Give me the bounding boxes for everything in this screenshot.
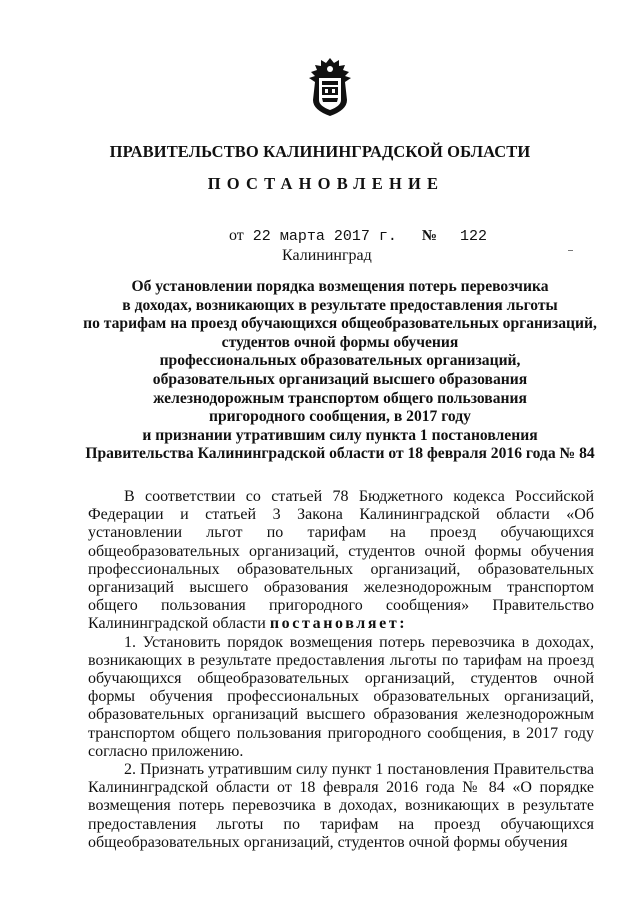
resolves-word: постановляет:	[269, 615, 408, 633]
date-month: марта	[279, 228, 325, 245]
government-name: ПРАВИТЕЛЬСТВО КАЛИНИНГРАДСКОЙ ОБЛАСТИ	[109, 142, 531, 161]
date-day: 22	[252, 228, 271, 245]
title-line: профессиональных образовательных организаций,	[159, 352, 521, 370]
city: Калининград	[282, 247, 372, 264]
title-line: Об установлении порядка возмещения потерь перевозчика	[131, 278, 549, 295]
document-number: 122	[459, 228, 487, 245]
number-label: №	[421, 228, 437, 244]
title-line: и признании утратившим силу пункта 1 постановления	[142, 426, 538, 444]
divider-mark	[568, 250, 573, 251]
point-2-paragraph: 2. Признать утратившим силу пункт 1 постановления Правительства Калининградской области от 18 февраля 2016 года № 84 «О порядке возмещения потерь перевозчика в доходах, возникающих в результате предоставления льготы по тарифам на проезд обучающихся общеобразовательных организаций, студентов очной формы обучения	[88, 761, 594, 851]
dateline	[229, 227, 487, 245]
coat-of-arms-icon	[301, 56, 359, 118]
point-1-paragraph: 1. Установить порядок возмещения потерь перевозчика в доходах, возникающих в результате предоставления льготы по тарифам на проезд обучающихся общеобразовательных организаций, студентов очной формы обучения профессиональных образовательных организаций, образовательных организаций высшего образования железнодорожным транспортом общего пользования пригородного сообщения, в 2017 году согласно приложению.	[88, 633, 594, 760]
title-line: железнодорожным транспортом общего пользования	[153, 389, 527, 407]
preamble-text: В соответствии со статьей 78 Бюджетного кодекса Российской Федерации и статьей 3 Закона Калининградской области «Об установлении льгот по тарифам на проезд обучающихся общеобразовательных организаций, студентов очной формы обучения профессиональных образовательных организаций, образовательных организаций высшего образования железнодорожным транспортом общего пользования пригородного сообщения» Правительство Калининградской области	[88, 488, 594, 633]
title-line: пригородного сообщения, в 2017 году	[209, 408, 471, 426]
document-body	[88, 488, 594, 852]
title-line: в доходах, возникающих в результате предоставления льготы	[122, 296, 558, 314]
preamble-paragraph	[88, 488, 594, 634]
title-line: по тарифам на проезд обучающихся общеобразовательных организаций,	[83, 315, 597, 333]
title-line: Правительства Калининградской области от 18 февраля 2016 года № 84	[85, 445, 595, 463]
document-type: ПОСТАНОВЛЕНИЕ	[207, 174, 445, 193]
title-line: студентов очной формы обучения	[221, 333, 459, 351]
date-year: 2017 г.	[333, 228, 397, 245]
title-line: образовательных организаций высшего образования	[152, 370, 528, 388]
document-title	[60, 278, 620, 464]
date-prefix: от	[229, 227, 244, 244]
